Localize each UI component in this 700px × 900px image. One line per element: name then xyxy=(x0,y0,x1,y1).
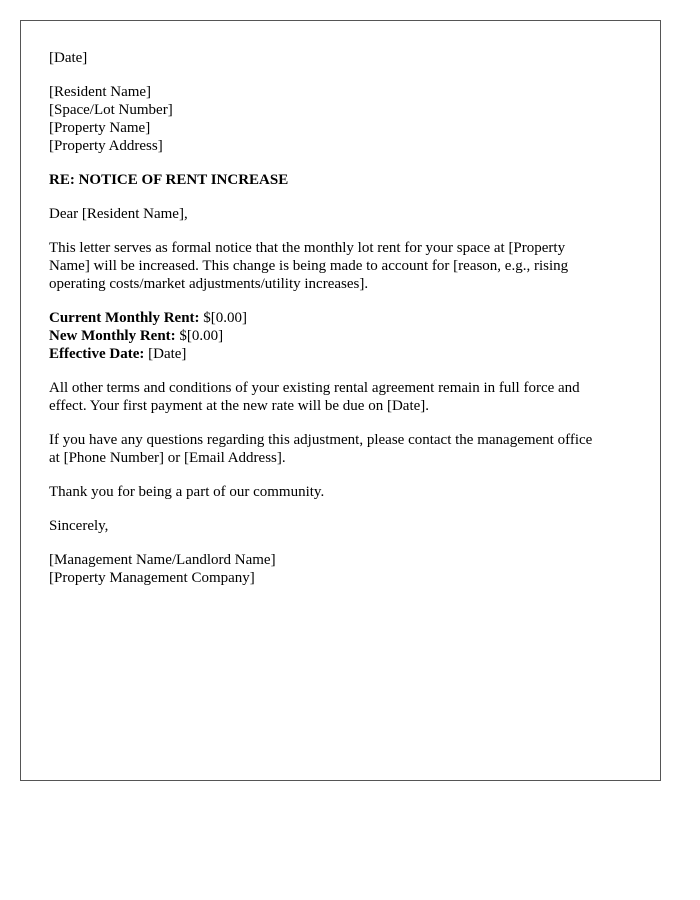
recipient-address: [Property Address] xyxy=(49,138,163,154)
paragraph-line: effect. Your first payment at the new rate will be due on [Date]. xyxy=(49,398,430,414)
paragraph-line: operating costs/market adjustments/utility increases]. xyxy=(49,276,369,292)
current-rent-label: Current Monthly Rent: xyxy=(49,310,200,326)
closing: Sincerely, xyxy=(49,518,109,534)
signature-block xyxy=(49,551,639,587)
rent-details xyxy=(49,309,639,363)
effective-date xyxy=(49,345,639,363)
salutation: Dear [Resident Name], xyxy=(49,206,188,222)
signature-company: [Property Management Company] xyxy=(49,570,255,586)
terms-paragraph xyxy=(49,379,639,415)
paragraph-line: at [Phone Number] or [Email Address]. xyxy=(49,450,286,466)
contact-paragraph xyxy=(49,431,639,467)
recipient-lot: [Space/Lot Number] xyxy=(49,102,173,118)
paragraph-line: Name] will be increased. This change is being made to account for [reason, e.g., rising xyxy=(49,258,569,274)
recipient-property: [Property Name] xyxy=(49,120,151,136)
letter-body xyxy=(49,49,639,603)
recipient-block xyxy=(49,83,639,155)
new-rent xyxy=(49,327,639,345)
new-rent-label: New Monthly Rent: xyxy=(49,328,176,344)
effective-date-label: Effective Date: xyxy=(49,346,145,362)
new-rent-value: $[0.00] xyxy=(175,328,224,344)
current-rent xyxy=(49,309,639,327)
paragraph-line: This letter serves as formal notice that the monthly lot rent for your space at [Property xyxy=(49,240,566,256)
letter-page xyxy=(20,20,661,781)
effective-date-value: [Date] xyxy=(144,346,187,362)
signature-name: [Management Name/Landlord Name] xyxy=(49,552,276,568)
paragraph-line: All other terms and conditions of your existing rental agreement remain in full force and xyxy=(49,380,580,396)
current-rent-value: $[0.00] xyxy=(199,310,248,326)
paragraph-line: If you have any questions regarding this adjustment, please contact the management office xyxy=(49,432,593,448)
notice-paragraph xyxy=(49,239,639,293)
thanks-line: Thank you for being a part of our community. xyxy=(49,484,325,500)
subject-line: RE: NOTICE OF RENT INCREASE xyxy=(49,172,289,188)
recipient-name: [Resident Name] xyxy=(49,84,152,100)
letter-date: [Date] xyxy=(49,50,88,66)
